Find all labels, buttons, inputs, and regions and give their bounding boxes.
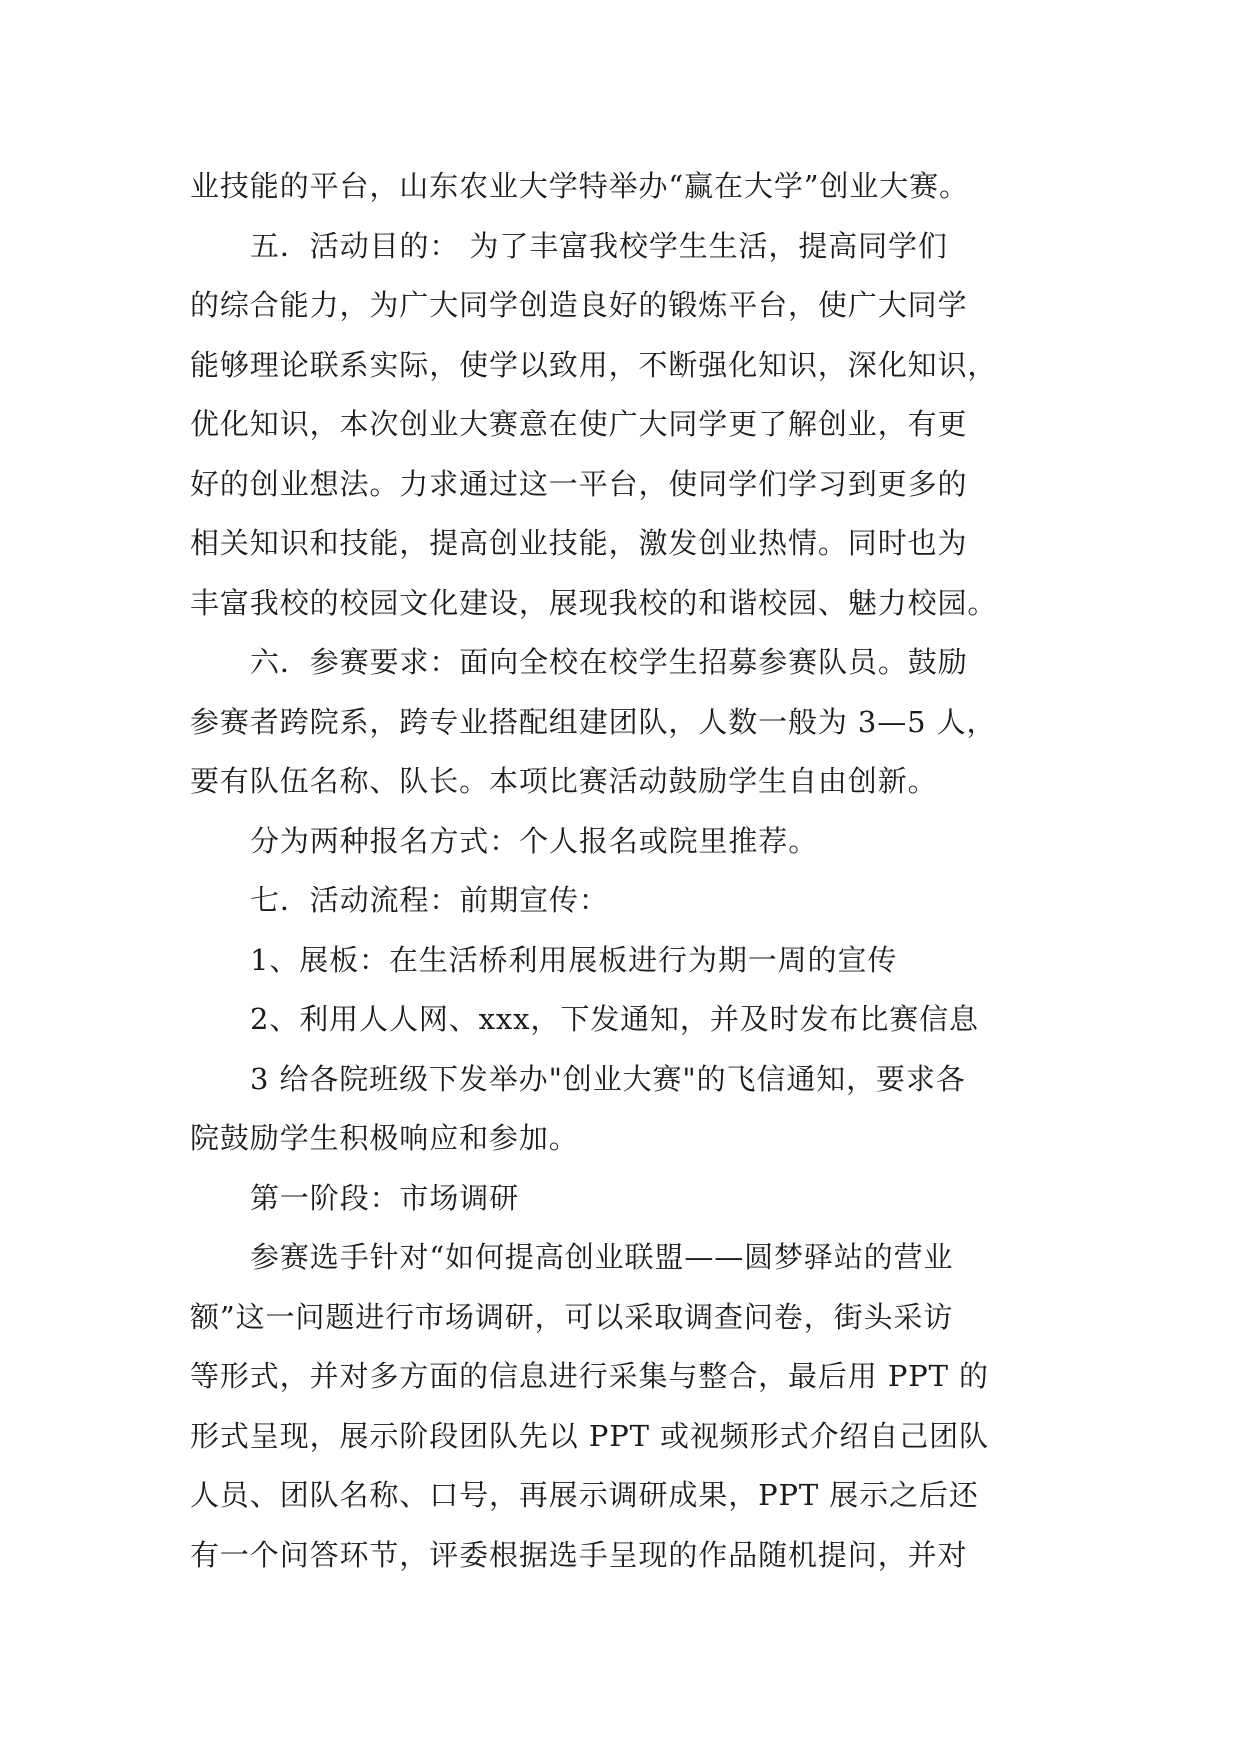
text-line: 七．活动流程：前期宣传： (250, 883, 609, 917)
text-line: 2、利用人人网、xxx，下发通知，并及时发布比赛信息 (250, 1002, 979, 1036)
body-text (190, 157, 1060, 1585)
text-line: 有一个问答环节，评委根据选手呈现的作品随机提问，并对 (190, 1537, 968, 1572)
text-line: 额”这一问题进行市场调研，可以采取调查问卷，街头采访 (190, 1299, 954, 1334)
text-line: 要有队伍名称、队长。本项比赛活动鼓励学生自由创新。 (190, 764, 938, 798)
text-line: 丰富我校的校园文化建设，展现我校的和谐校园、魅力校园。 (190, 585, 998, 620)
text-line: 好的创业想法。力求通过这一平台，使同学们学习到更多的 (190, 466, 968, 501)
text-line: 的综合能力，为广大同学创造良好的锻炼平台，使广大同学 (190, 288, 968, 322)
text-line: 六．参赛要求：面向全校在校学生招募参赛队员。鼓励 (250, 645, 968, 679)
text-line: 相关知识和技能，提高创业技能，激发创业热情。同时也为 (190, 526, 968, 560)
text-line: 人员、团队名称、口号，再展示调研成果，PPT 展示之后还 (190, 1478, 979, 1512)
text-line: 参赛者跨院系，跨专业搭配组建团队，人数一般为 3—5 人， (190, 704, 997, 739)
text-line: 业技能的平台，山东农业大学特举办“赢在大学”创业大赛。 (190, 169, 969, 203)
text-line: 优化知识，本次创业大赛意在使广大同学更了解创业，有更 (190, 407, 968, 441)
text-line: 3 给各院班级下发举办"创业大赛"的飞信通知，要求各 (250, 1061, 966, 1096)
text-line: 分为两种报名方式：个人报名或院里推荐。 (250, 823, 819, 858)
text-line: 参赛选手针对“如何提高创业联盟——圆梦驿站的营业 (250, 1240, 954, 1274)
text-line: 形式呈现，展示阶段团队先以 PPT 或视频形式介绍自己团队 (190, 1418, 989, 1453)
text-line: 1、展板：在生活桥利用展板进行为期一周的宣传 (250, 942, 898, 977)
text-line: 等形式，并对多方面的信息进行采集与整合，最后用 PPT 的 (190, 1359, 989, 1393)
text-line: 五．活动目的： 为了丰富我校学生生活，提高同学们 (250, 228, 948, 263)
text-line: 能够理论联系实际，使学以致用，不断强化知识，深化知识， (190, 347, 998, 382)
text-line: 第一阶段：市场调研 (250, 1180, 520, 1215)
text-line: 院鼓励学生积极响应和参加。 (190, 1121, 579, 1155)
